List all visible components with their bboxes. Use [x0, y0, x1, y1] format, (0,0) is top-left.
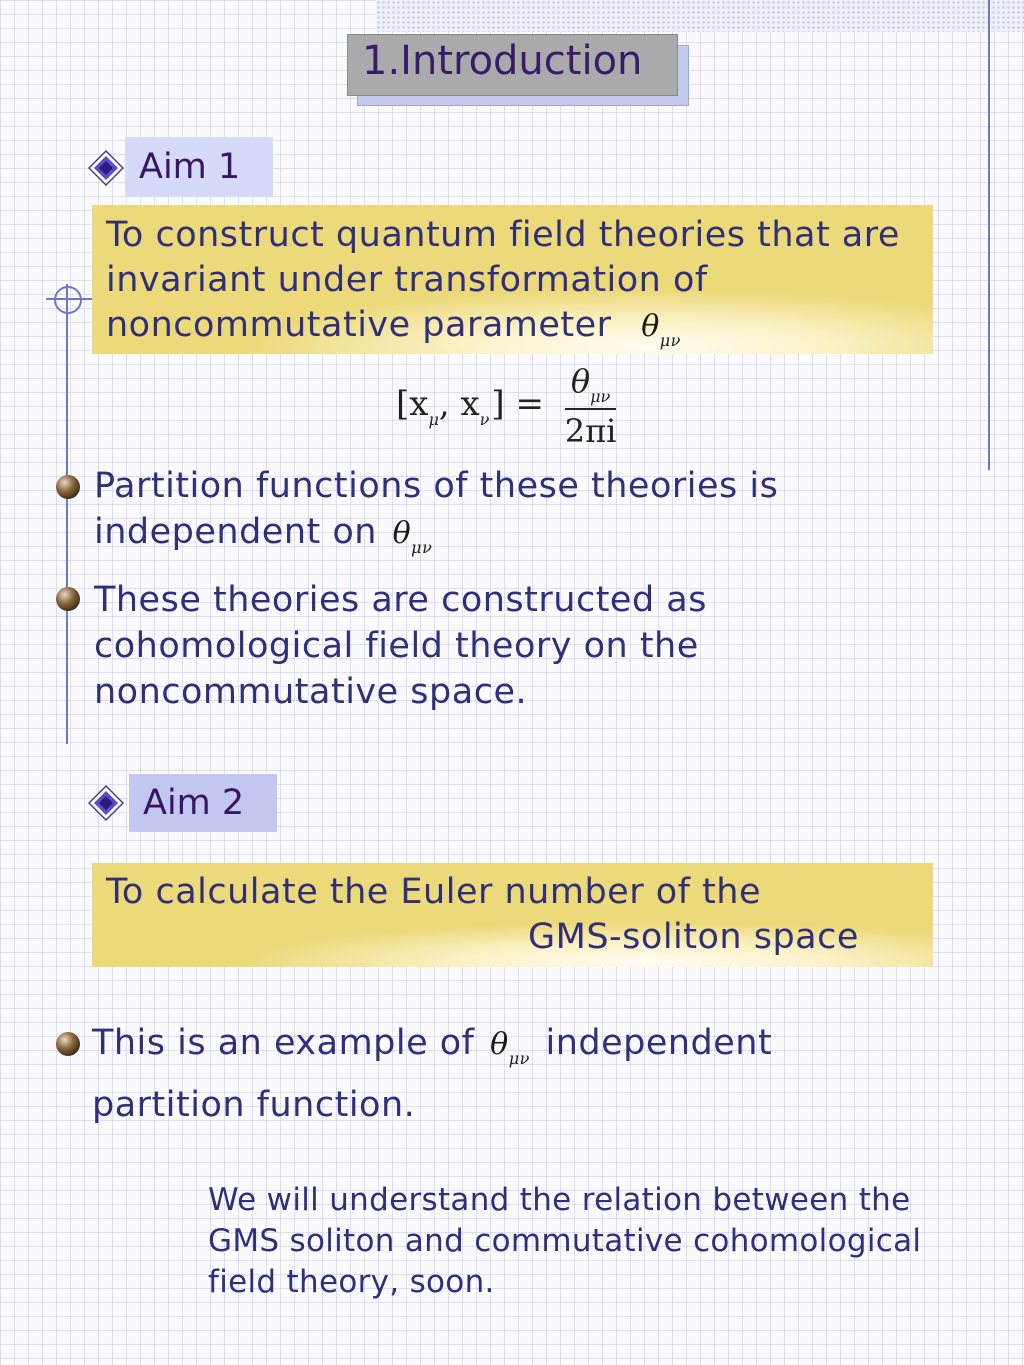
top-pattern-strip	[376, 0, 1024, 32]
aim1-text-block	[106, 213, 906, 363]
formula-denominator: 2πi	[564, 412, 617, 450]
aim1-text: To construct quantum field theories that are invariant under transformation of noncommutative parameter	[106, 215, 900, 345]
aim2-line-1: To calculate the Euler number of the	[106, 872, 762, 912]
right-vertical-rule	[988, 0, 990, 470]
diamond-bullet-icon	[88, 785, 124, 821]
closing-note: We will understand the relation between the GMS soliton and commutative cohomological field theory, soon.	[208, 1182, 922, 1300]
page-title: 1.Introduction	[362, 38, 643, 84]
theta-symbol	[641, 309, 681, 350]
bullet-3-text	[92, 1020, 852, 1128]
diamond-bullet-icon	[88, 150, 124, 186]
aim2-line-2: GMS-soliton space	[528, 917, 859, 957]
theta-char: θ	[490, 1027, 509, 1062]
bullet-1-main: Partition functions of these theories is independent on	[94, 466, 779, 552]
formula-rhs-bracket: ] =	[491, 383, 544, 424]
numerator-sub: μν	[590, 387, 611, 406]
aim2-label: Aim 2	[129, 774, 277, 832]
formula-sub-mu: μ	[428, 409, 439, 429]
formula-lhs: [x	[396, 383, 429, 424]
commutator-formula	[396, 362, 616, 450]
bullet-ball-icon	[56, 587, 80, 611]
theta-subscript: μν	[508, 1049, 530, 1068]
theta-subscript: μν	[411, 538, 433, 557]
aim1-label: Aim 1	[125, 137, 273, 197]
theta-char: θ	[392, 516, 412, 551]
crosshair-ring-icon	[54, 286, 82, 314]
formula-comma: , x	[438, 383, 480, 424]
bullet-1-text	[94, 463, 834, 571]
bullet-3-pre: This is an example of	[92, 1023, 475, 1063]
left-vertical-rule	[66, 284, 68, 744]
theta-symbol	[490, 1027, 530, 1068]
formula-sub-nu: ν	[479, 409, 490, 429]
numerator-theta: θ	[570, 362, 591, 400]
theta-char: θ	[641, 309, 660, 344]
bullet-ball-icon	[56, 475, 80, 499]
theta-subscript: μν	[659, 331, 681, 350]
bullet-3-post: independent partition function.	[92, 1023, 773, 1125]
theta-symbol	[392, 516, 433, 557]
formula-numerator	[565, 362, 617, 410]
formula-fraction	[565, 362, 617, 450]
bullet-ball-icon	[56, 1032, 80, 1056]
bullet-2-text: These theories are constructed as cohomological field theory on the noncommutative space.	[94, 580, 707, 712]
